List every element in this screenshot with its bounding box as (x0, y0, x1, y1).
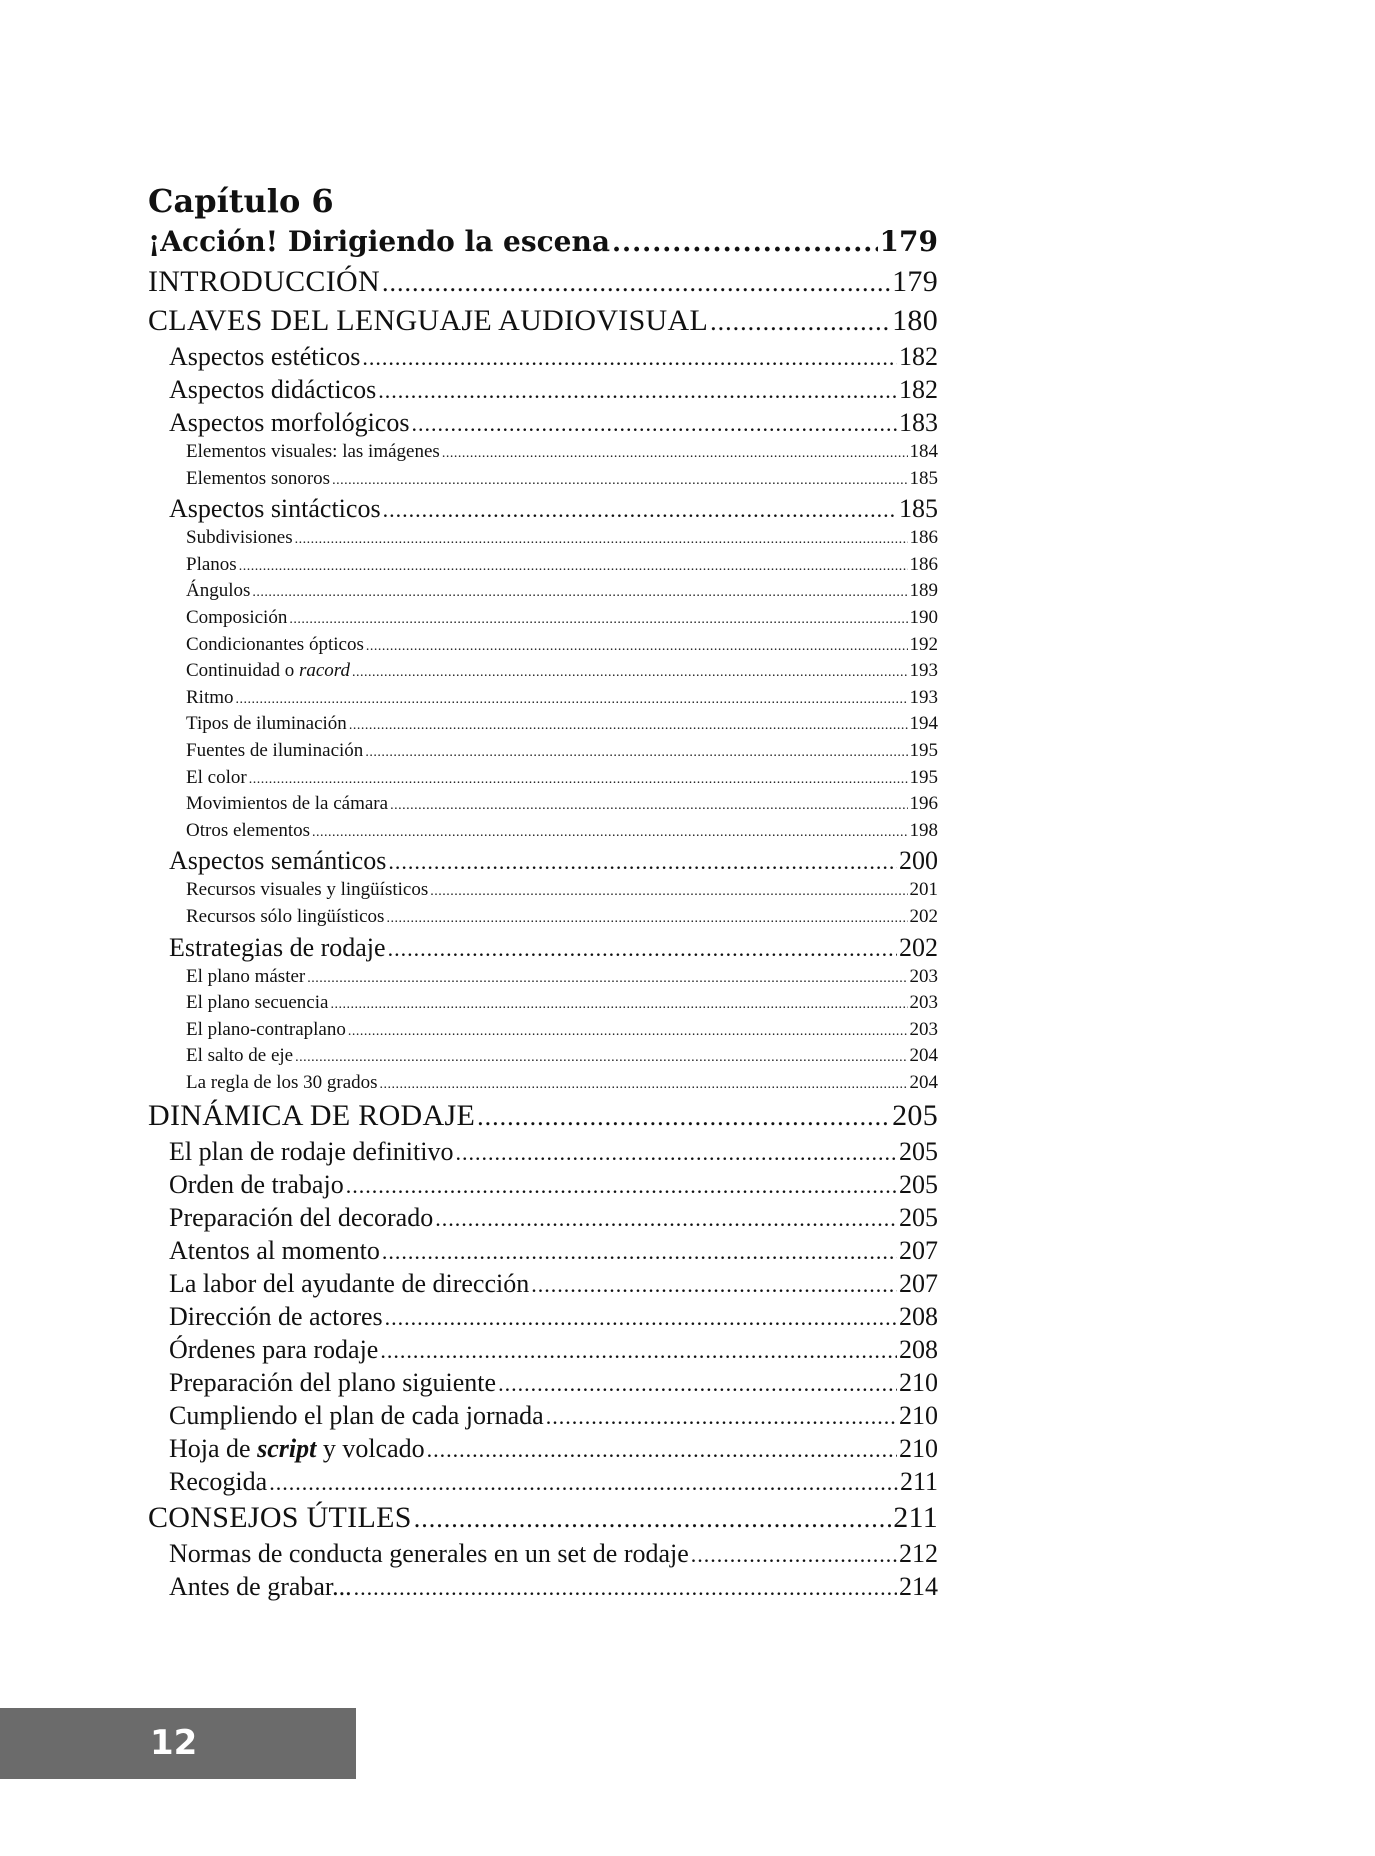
toc-entry-level-3 (148, 552, 938, 579)
toc-entry-page: 196 (909, 793, 938, 815)
toc-entry-title (186, 765, 249, 792)
toc-entry-level-2 (148, 844, 938, 877)
dot-leader (380, 1334, 897, 1366)
toc-entry-title-text: Aspectos sintácticos (169, 494, 381, 524)
toc-entry-level-2 (148, 492, 938, 525)
toc-entry-page: 207 (899, 1269, 938, 1299)
dot-leader (252, 580, 907, 605)
toc-entry-level-3 (148, 818, 938, 845)
toc-entry-title-text: Subdivisiones (186, 527, 293, 549)
toc-entry-level-2 (148, 1201, 938, 1234)
toc-entry-title-text: Normas de conducta generales en un set de rodaje (169, 1539, 689, 1569)
toc-entry-title-text: Movimientos de la cámara (186, 793, 389, 815)
toc-entry-title-text: Aspectos estéticos (169, 342, 361, 371)
dot-leader (269, 1466, 898, 1498)
toc-entry-title (186, 1017, 348, 1044)
toc-entry-page: 194 (909, 713, 938, 735)
toc-entry-level-2 (148, 1135, 938, 1168)
dot-leader (710, 302, 890, 340)
toc-entry-title-text: Preparación del plano siguiente (169, 1368, 497, 1398)
toc-entry-level-2 (148, 1537, 938, 1570)
toc-entry-level-3 (148, 439, 938, 466)
dot-leader (346, 1169, 897, 1201)
dot-leader (414, 1499, 892, 1537)
dot-leader (365, 740, 907, 765)
toc-entry-level-1 (148, 301, 938, 340)
toc-entry-title-text: Elementos sonoros (186, 467, 331, 489)
dot-leader (691, 1538, 897, 1570)
toc-entry-title (186, 632, 366, 659)
toc-entry-title (186, 711, 349, 738)
toc-entry-level-2 (148, 1168, 938, 1201)
toc-entry-title-after: y volcado (322, 1434, 425, 1464)
toc-entry-title-text: Composición (186, 606, 288, 628)
toc-entry-page: 210 (899, 1434, 938, 1464)
toc-entry-level-3 (148, 711, 938, 738)
toc-entry-title-text: Aspectos semánticos (169, 846, 387, 876)
toc-entry-level-1 (148, 262, 938, 301)
toc-entry-page: 185 (899, 494, 938, 524)
toc-entry-title (186, 466, 332, 493)
toc-entry-title-text: Hoja de (169, 1434, 251, 1464)
toc-entry-page: 179 (892, 265, 938, 298)
dot-leader (427, 1433, 897, 1465)
toc-entry-page: 193 (909, 660, 938, 682)
dot-leader (349, 713, 908, 738)
toc-entry-level-2 (148, 1333, 938, 1366)
page-number: 12 (150, 1723, 198, 1763)
toc-entry-title (169, 1234, 382, 1267)
toc-entry-emphasis: script (257, 1434, 317, 1464)
dot-leader (435, 1202, 897, 1234)
chapter-label: Capítulo 6 (148, 182, 334, 220)
toc-entry-title (186, 904, 386, 931)
toc-entry-level-3 (148, 525, 938, 552)
toc-entry-level-3 (148, 765, 938, 792)
toc-entry-level-2 (148, 1570, 938, 1603)
toc-entry-title (186, 877, 430, 904)
toc-entry-title-text: Orden de trabajo (169, 1170, 344, 1200)
toc-entry-title-text: INTRODUCCIÓN (148, 265, 380, 298)
toc-entry-page: 214 (899, 1572, 938, 1602)
toc-entry-title (169, 1168, 346, 1201)
toc-entry-page: 203 (909, 1018, 938, 1040)
toc-entry-title (148, 262, 382, 301)
toc-entry-title (186, 1043, 295, 1070)
toc-entry-title-text: Otros elementos (186, 819, 311, 841)
toc-entry-page: 212 (899, 1539, 938, 1569)
toc-entry-level-3 (148, 1017, 938, 1044)
toc-entry-title-text: El plano-contraplano (186, 1018, 346, 1040)
toc-entry-title-text: Preparación del decorado (169, 1203, 434, 1233)
dot-leader (430, 879, 907, 904)
toc-entry-title-text: El plano máster (186, 965, 306, 987)
chapter-title: ¡Acción! Dirigiendo la escena (148, 225, 610, 258)
toc-entry-title-text: Ángulos (186, 580, 251, 602)
dot-leader (378, 374, 897, 406)
dot-leader (380, 1072, 908, 1097)
dot-leader (546, 1400, 897, 1432)
toc-entry-page: 192 (909, 633, 938, 655)
chapter-page: 179 (879, 225, 938, 258)
toc-entry-level-3 (148, 791, 938, 818)
toc-entry-title-text: DINÁMICA DE RODAJE (148, 1099, 476, 1133)
chapter-title-row (148, 222, 938, 262)
toc-entry-title (186, 791, 390, 818)
dot-leader (477, 1097, 890, 1135)
dot-leader (352, 660, 908, 685)
toc-entry-title-text: Continuidad o (186, 660, 295, 682)
toc-entry-title-text: Elementos visuales: las imágenes (186, 441, 440, 462)
toc-entry-title (186, 552, 239, 579)
toc-entry-title-text: Tipos de iluminación (186, 713, 347, 735)
dot-leader (295, 527, 908, 552)
toc-entry-level-1 (148, 1096, 938, 1135)
toc-entry-title-text: El salto de eje (186, 1045, 294, 1067)
table-of-contents (148, 180, 938, 1603)
toc-entry-level-3 (148, 738, 938, 765)
toc-entry-title (169, 340, 362, 373)
dot-leader (442, 441, 908, 466)
toc-entry-title (169, 1300, 385, 1333)
dot-leader (249, 767, 908, 792)
toc-entry-title-text: Antes de grabar... (169, 1572, 352, 1602)
toc-entry-title-text: CLAVES DEL LENGUAJE AUDIOVISUAL (148, 304, 709, 337)
toc-entry-title (186, 738, 365, 765)
toc-entry-level-2 (148, 931, 938, 964)
dot-leader (307, 966, 907, 991)
toc-entry-level-3 (148, 632, 938, 659)
dot-leader (411, 407, 897, 439)
toc-entry-page: 195 (909, 739, 938, 761)
dot-leader (236, 687, 908, 712)
toc-entry-level-2 (148, 1465, 938, 1498)
dot-leader (382, 263, 890, 301)
toc-entry-title (169, 1465, 269, 1498)
toc-entry-title-text: Planos (186, 553, 237, 575)
toc-entry-page: 200 (899, 846, 938, 876)
toc-entry-title (186, 525, 295, 552)
toc-entry-level-2 (148, 340, 938, 373)
toc-entry-page: 203 (909, 992, 938, 1014)
toc-entry-page: 198 (909, 819, 938, 841)
toc-entry-title-text: Recursos sólo lingüísticos (186, 905, 385, 927)
dot-leader (366, 634, 908, 659)
toc-entry-page: 202 (909, 905, 938, 927)
toc-entry-title-text: CONSEJOS ÚTILES (148, 1501, 412, 1535)
toc-entry-title (169, 406, 411, 439)
toc-entry-level-2 (148, 1366, 938, 1399)
toc-entry-page: 190 (909, 606, 938, 628)
toc-entry-title (186, 605, 289, 632)
dot-leader (498, 1367, 897, 1399)
toc-entry-page: 208 (899, 1302, 938, 1332)
toc-entry-page: 210 (899, 1368, 938, 1398)
toc-entry-page: 207 (899, 1236, 938, 1266)
dot-leader (455, 1136, 897, 1168)
toc-entries (148, 262, 938, 1603)
toc-entry-title-text: La labor del ayudante de dirección (169, 1269, 530, 1299)
toc-entry-page: 211 (899, 1467, 938, 1497)
toc-entry-title-text: Dirección de actores (169, 1302, 383, 1332)
dot-leader (386, 906, 907, 931)
toc-entry-title-text: Aspectos didácticos (169, 375, 377, 404)
toc-entry-title (186, 964, 307, 991)
toc-entry-title-text: Fuentes de iluminación (186, 739, 364, 761)
toc-entry-page: 201 (909, 879, 938, 901)
toc-entry-title (186, 818, 312, 845)
toc-entry-page: 202 (899, 932, 938, 962)
toc-entry-page: 193 (909, 686, 938, 708)
toc-entry-title (169, 931, 388, 964)
toc-entry-page: 208 (899, 1335, 938, 1365)
toc-entry-page: 203 (909, 965, 938, 987)
toc-entry-title (186, 1070, 380, 1097)
toc-entry-title-text: Ritmo (186, 686, 234, 708)
toc-entry-level-3 (148, 964, 938, 991)
toc-entry-page: 180 (892, 304, 938, 337)
toc-entry-title (169, 1570, 354, 1603)
toc-entry-title-text: Cumpliendo el plan de cada jornada (169, 1401, 544, 1431)
toc-entry-page: 211 (893, 1501, 938, 1535)
toc-entry-title (148, 301, 710, 340)
toc-entry-title (186, 990, 330, 1017)
dot-leader (312, 820, 907, 845)
toc-entry-title (169, 1267, 531, 1300)
toc-entry-level-3 (148, 877, 938, 904)
toc-entry-page: 204 (909, 1071, 938, 1093)
toc-entry-level-3 (148, 904, 938, 931)
dot-leader (348, 1019, 908, 1044)
toc-entry-title-text: Condicionantes ópticos (186, 633, 364, 655)
toc-entry-page: 185 (909, 467, 938, 489)
toc-entry-title (169, 1537, 691, 1570)
dot-leader (382, 1235, 897, 1267)
dot-leader (388, 845, 897, 877)
toc-entry-title-text: Aspectos morfológicos (169, 408, 410, 437)
toc-entry-title-text: La regla de los 30 grados (186, 1071, 378, 1093)
toc-entry-title-text: Órdenes para rodaje (169, 1335, 379, 1365)
dot-leader (612, 223, 878, 262)
toc-entry-title (169, 1366, 498, 1399)
toc-entry-page: 205 (899, 1203, 938, 1233)
toc-entry-level-1 (148, 1498, 938, 1537)
toc-entry-level-3 (148, 1043, 938, 1070)
toc-entry-level-2 (148, 1399, 938, 1432)
toc-entry-title (169, 1333, 380, 1366)
toc-entry-title-text: Recogida (169, 1467, 268, 1497)
toc-entry-page: 186 (909, 553, 938, 575)
toc-entry-page: 205 (899, 1137, 938, 1167)
toc-entry-title-text: El color (186, 766, 247, 788)
toc-entry-level-3 (148, 685, 938, 712)
toc-entry-page: 204 (909, 1045, 938, 1067)
toc-entry-title (186, 658, 352, 685)
toc-entry-title-text: El plan de rodaje definitivo (169, 1137, 454, 1167)
dot-leader (354, 1571, 897, 1603)
toc-entry-page: 205 (892, 1099, 938, 1133)
dot-leader (295, 1045, 907, 1070)
toc-entry-level-2 (148, 1234, 938, 1267)
toc-entry-level-3 (148, 605, 938, 632)
toc-entry-title (169, 373, 378, 406)
toc-entry-level-2 (148, 406, 938, 439)
toc-entry-title-text: Estrategias de rodaje (169, 932, 386, 962)
dot-leader (531, 1268, 897, 1300)
toc-entry-page: 183 (899, 408, 938, 437)
toc-entry-level-3 (148, 658, 938, 685)
dot-leader (362, 341, 897, 373)
toc-entry-level-2 (148, 373, 938, 406)
toc-entry-title (169, 1135, 455, 1168)
dot-leader (330, 992, 907, 1017)
toc-entry-page: 184 (909, 441, 938, 462)
toc-entry-page: 186 (909, 527, 938, 549)
toc-entry-title (148, 1096, 477, 1135)
toc-entry-title (186, 439, 442, 466)
toc-entry-title (169, 1201, 435, 1234)
toc-entry-title (169, 492, 383, 525)
toc-entry-title (148, 1498, 414, 1537)
toc-entry-level-3 (148, 990, 938, 1017)
toc-entry-page: 182 (899, 342, 938, 371)
dot-leader (332, 468, 907, 493)
toc-entry-level-2 (148, 1267, 938, 1300)
toc-entry-title (169, 1399, 546, 1432)
toc-entry-page: 195 (909, 766, 938, 788)
toc-entry-title-text: Recursos visuales y lingüísticos (186, 879, 429, 901)
toc-entry-title (186, 578, 252, 605)
dot-leader (289, 607, 907, 632)
toc-entry-emphasis: racord (298, 660, 350, 682)
dot-leader (383, 493, 897, 525)
toc-entry-level-2 (148, 1432, 938, 1465)
toc-entry-level-3 (148, 466, 938, 493)
toc-entry-page: 210 (899, 1401, 938, 1431)
dot-leader (385, 1301, 897, 1333)
toc-entry-title-text: Atentos al momento (169, 1236, 380, 1266)
toc-entry-page: 189 (909, 580, 938, 602)
toc-entry-level-3 (148, 1070, 938, 1097)
dot-leader (388, 932, 897, 964)
toc-entry-level-3 (148, 578, 938, 605)
dot-leader (239, 554, 908, 579)
toc-entry-title (169, 844, 388, 877)
toc-entry-page: 205 (899, 1170, 938, 1200)
toc-entry-title-text: El plano secuencia (186, 992, 329, 1014)
toc-entry-title (186, 685, 236, 712)
toc-entry-level-2 (148, 1300, 938, 1333)
dot-leader (390, 793, 907, 818)
toc-entry-page: 182 (899, 375, 938, 404)
toc-entry-title (169, 1432, 427, 1465)
